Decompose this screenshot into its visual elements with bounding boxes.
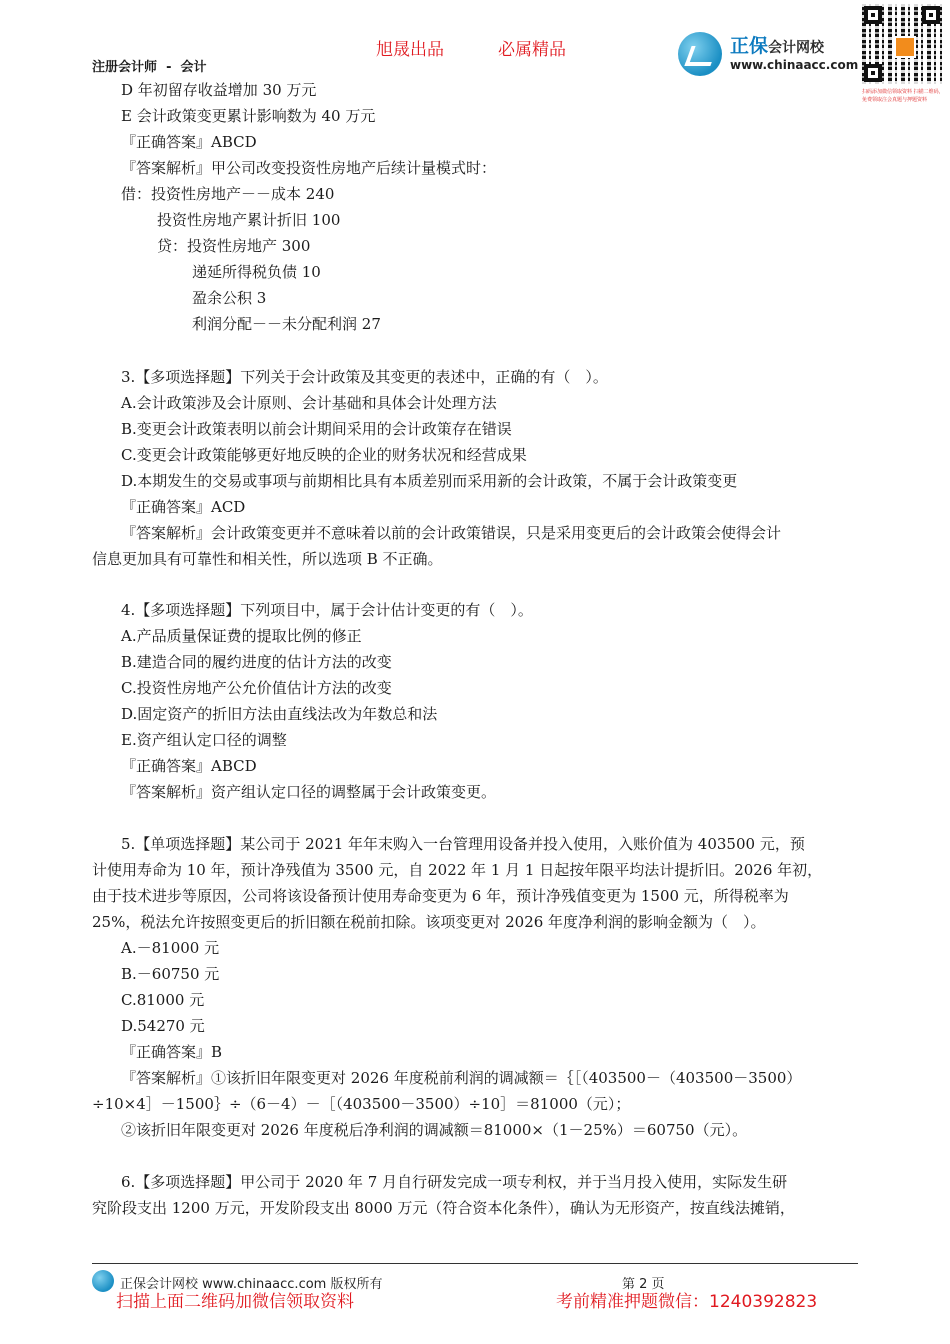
text-line: 由于技术进步等原因，公司将该设备预计使用寿命变更为 6 年，预计净残值变更为 1500 元，所得税率为 xyxy=(92,887,789,905)
footer-logo-icon xyxy=(92,1270,114,1292)
text-line: B.变更会计政策表明以前会计期间采用的会计政策存在错误 xyxy=(121,420,512,438)
footer-divider xyxy=(92,1263,858,1264)
text-line: D.固定资产的折旧方法由直线法改为年数总和法 xyxy=(121,705,438,723)
course-title: 注册会计师 - 会计 xyxy=(92,60,207,75)
footer-copyright: 正保会计网校 www.chinaacc.com 版权所有 xyxy=(120,1277,383,1292)
text-line: C.81000 元 xyxy=(121,991,205,1009)
text-line: 『正确答案』ABCD xyxy=(121,757,257,775)
text-line: 6.【多项选择题】甲公司于 2020 年 7 月自行研发完成一项专利权，并于当月投入使用，实际发生研 xyxy=(121,1173,788,1191)
qr-code-icon xyxy=(862,4,942,84)
text-line: 3.【多项选择题】下列关于会计政策及其变更的表述中，正确的有（ ）。 xyxy=(121,368,608,386)
header-slogan-left: 旭晟出品 xyxy=(376,40,444,60)
header-slogan-right: 必属精品 xyxy=(498,40,566,60)
chinaacc-logo xyxy=(678,28,858,78)
text-line: 盈余公积 3 xyxy=(192,289,267,307)
page-number: 第 2 页 xyxy=(622,1277,665,1292)
text-line: B.－60750 元 xyxy=(121,965,220,983)
text-line: D 年初留存收益增加 30 万元 xyxy=(121,81,317,99)
text-line: 『答案解析』资产组认定口径的调整属于会计政策变更。 xyxy=(121,783,497,801)
text-line: ÷10×4］－1500｝÷（6－4）－［（403500－3500）÷10］＝81000（元）； xyxy=(92,1095,631,1113)
text-line: 递延所得税负债 10 xyxy=(192,263,321,281)
text-line: 4.【多项选择题】下列项目中，属于会计估计变更的有（ ）。 xyxy=(121,601,533,619)
text-line: 利润分配－－未分配利润 27 xyxy=(192,315,381,333)
text-line: 投资性房地产累计折旧 100 xyxy=(157,211,341,229)
logo-name-sub: 会计网校 xyxy=(768,40,825,56)
text-line: A.－81000 元 xyxy=(121,939,220,957)
text-line: 『答案解析』甲公司改变投资性房地产后续计量模式时： xyxy=(121,159,497,177)
text-line: A.会计政策涉及会计原则、会计基础和具体会计处理方法 xyxy=(121,394,497,412)
qr-caption: 扫码添加微信领取资料 扫描二维码，免费领取注会真题与押题资料 xyxy=(862,89,944,103)
text-line: ②该折旧年限变更对 2026 年度税后净利润的调减额＝81000×（1－25%）＝60750（元）。 xyxy=(121,1121,748,1139)
text-line: C.投资性房地产公允价值估计方法的改变 xyxy=(121,679,392,697)
text-line: 『答案解析』①该折旧年限变更对 2026 年度税前利润的调减额＝｛［（403500－（403500－3500） xyxy=(121,1069,802,1087)
text-line: C.变更会计政策能够更好地反映的企业的财务状况和经营成果 xyxy=(121,446,527,464)
text-line: D.本期发生的交易或事项与前期相比具有本质差别而采用新的会计政策，不属于会计政策变更 xyxy=(121,472,738,490)
text-line: 信息更加具有可靠性和相关性，所以选项 B 不正确。 xyxy=(92,550,443,568)
text-line: 『正确答案』B xyxy=(121,1043,223,1061)
logo-name-main: 正保 xyxy=(730,35,769,57)
footer-promo-left: 扫描上面二维码加微信领取资料 xyxy=(116,1292,354,1312)
logo-url: www.chinaacc.com xyxy=(730,58,859,72)
text-line: 『正确答案』ACD xyxy=(121,498,246,516)
logo-emblem-icon xyxy=(678,32,722,76)
text-line: 究阶段支出 1200 万元，开发阶段支出 8000 万元（符合资本化条件），确认为无形资产，按直线法摊销， xyxy=(92,1199,795,1217)
text-line: 25%，税法允许按照变更后的折旧额在税前扣除。该项变更对 2026 年度净利润的影响金额为（ ）。 xyxy=(92,913,766,931)
text-line: E 会计政策变更累计影响数为 40 万元 xyxy=(121,107,376,125)
text-line: 借：投资性房地产－－成本 240 xyxy=(121,185,335,203)
text-line: E.资产组认定口径的调整 xyxy=(121,731,287,749)
text-line: A.产品质量保证费的提取比例的修正 xyxy=(121,627,362,645)
text-line: 『正确答案』ABCD xyxy=(121,133,257,151)
footer-promo-right: 考前精准押题微信：1240392823 xyxy=(556,1292,818,1312)
logo-name xyxy=(730,31,824,58)
text-line: 5.【单项选择题】某公司于 2021 年年末购入一台管理用设备并投入使用，入账价值为 403500 元，预 xyxy=(121,835,805,853)
text-line: B.建造合同的履约进度的估计方法的改变 xyxy=(121,653,392,671)
text-line: D.54270 元 xyxy=(121,1017,205,1035)
text-line: 『答案解析』会计政策变更并不意味着以前的会计政策错误，只是采用变更后的会计政策会使得会计 xyxy=(121,524,782,542)
text-line: 计使用寿命为 10 年，预计净残值为 3500 元，自 2022 年 1 月 1 日起按年限平均法计提折旧。2026 年初， xyxy=(92,861,823,879)
text-line: 贷：投资性房地产 300 xyxy=(157,237,311,255)
